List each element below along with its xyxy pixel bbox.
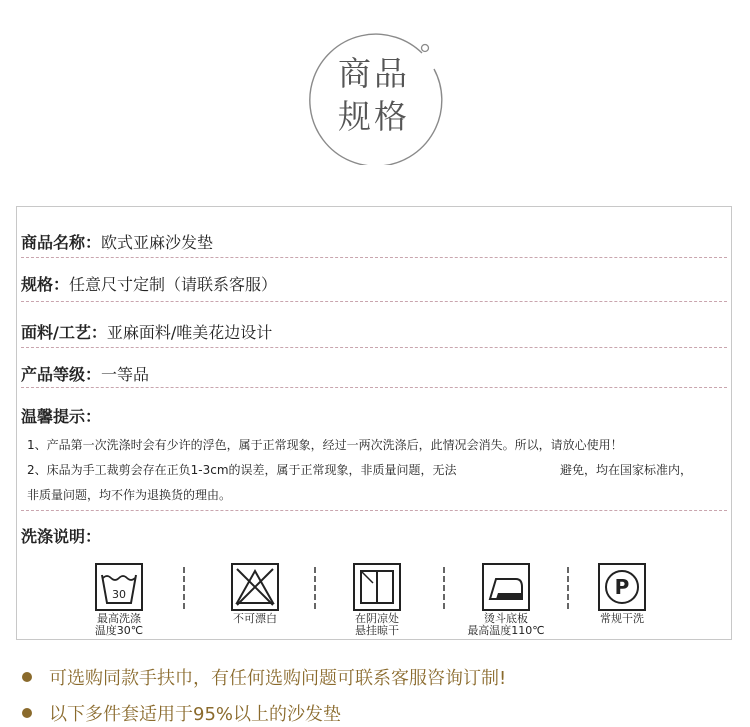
dry-clean-letter: P xyxy=(614,575,630,599)
size-row xyxy=(21,272,277,295)
note-1 xyxy=(22,664,506,690)
tip-line-3: 非质量问题，均不作为退换货的理由。 xyxy=(27,488,232,502)
separator xyxy=(21,510,727,511)
icon-divider xyxy=(183,567,185,609)
product-name-row xyxy=(21,230,213,253)
bullet-dot-icon xyxy=(22,672,32,682)
separator xyxy=(21,301,727,302)
tip-line-2-tail: 避免，均在国家标准内， xyxy=(560,463,693,477)
wash-heading xyxy=(21,524,101,547)
tip-line-2: 2、床品为手工裁剪会存在正负1-3cm的误差，属于正常现象，非质量问题，无法 xyxy=(27,463,457,477)
size-value: 任意尺寸定制（请联系客服） xyxy=(69,275,278,294)
product-name-value: 欧式亚麻沙发垫 xyxy=(101,233,214,252)
wash-item-1 xyxy=(79,563,159,637)
separator xyxy=(21,347,727,348)
wash-item-4 xyxy=(466,563,546,637)
dry-clean-p-icon xyxy=(598,563,646,611)
wash-label-1a: 最高洗涤 xyxy=(97,612,141,625)
note-2 xyxy=(22,700,341,726)
wash-item-2 xyxy=(215,563,295,625)
wash-label-3a: 在阴凉处 xyxy=(355,612,399,625)
wash-label-3b: 悬挂晾干 xyxy=(355,624,399,637)
badge-line-2: 规格 xyxy=(338,97,410,136)
separator xyxy=(21,257,727,258)
wash-label-4a: 烫斗底板 xyxy=(484,612,528,625)
wash-30-icon xyxy=(95,563,143,611)
material-value: 亚麻面料/唯美花边设计 xyxy=(106,323,273,342)
no-bleach-icon xyxy=(231,563,279,611)
tips-label: 温馨提示： xyxy=(21,407,102,426)
wash-label-5a: 常规干洗 xyxy=(600,612,644,625)
spec-table xyxy=(16,206,732,640)
shade-dry-icon xyxy=(353,563,401,611)
grade-label: 产品等级： xyxy=(21,365,102,384)
bullet-dot-icon xyxy=(22,708,32,718)
icon-divider xyxy=(314,567,316,609)
wash-temp-label: 30 xyxy=(112,588,126,601)
material-row xyxy=(21,320,272,343)
wash-label-1b: 温度30℃ xyxy=(94,624,144,637)
wash-item-5 xyxy=(582,563,662,625)
material-label: 面料/工艺： xyxy=(21,323,107,342)
spec-badge xyxy=(304,25,444,165)
note-2-text: 以下多件套适用于95%以上的沙发垫 xyxy=(49,704,342,725)
wash-label-4b: 最高温度110℃ xyxy=(467,624,545,637)
wash-label-2a: 不可漂白 xyxy=(233,612,277,625)
grade-row xyxy=(21,362,149,385)
icon-divider xyxy=(567,567,569,609)
product-name-label: 商品名称： xyxy=(21,233,102,252)
icon-divider xyxy=(443,567,445,609)
note-1-text: 可选购同款手扶巾，有任何选购问题可联系客服咨询订制! xyxy=(49,668,507,689)
tips-heading xyxy=(21,404,101,427)
wash-label: 洗涤说明： xyxy=(21,527,102,546)
size-label: 规格： xyxy=(21,275,70,294)
tip-line-1: 1、产品第一次洗涤时会有少许的浮色，属于正常现象，经过一两次洗涤后，此情况会消失。所以，请放心使用！ xyxy=(27,438,623,452)
grade-value: 一等品 xyxy=(101,365,150,384)
separator xyxy=(21,387,727,388)
iron-110-icon xyxy=(482,563,530,611)
wash-item-3 xyxy=(337,563,417,637)
badge-line-1: 商品 xyxy=(338,54,410,93)
